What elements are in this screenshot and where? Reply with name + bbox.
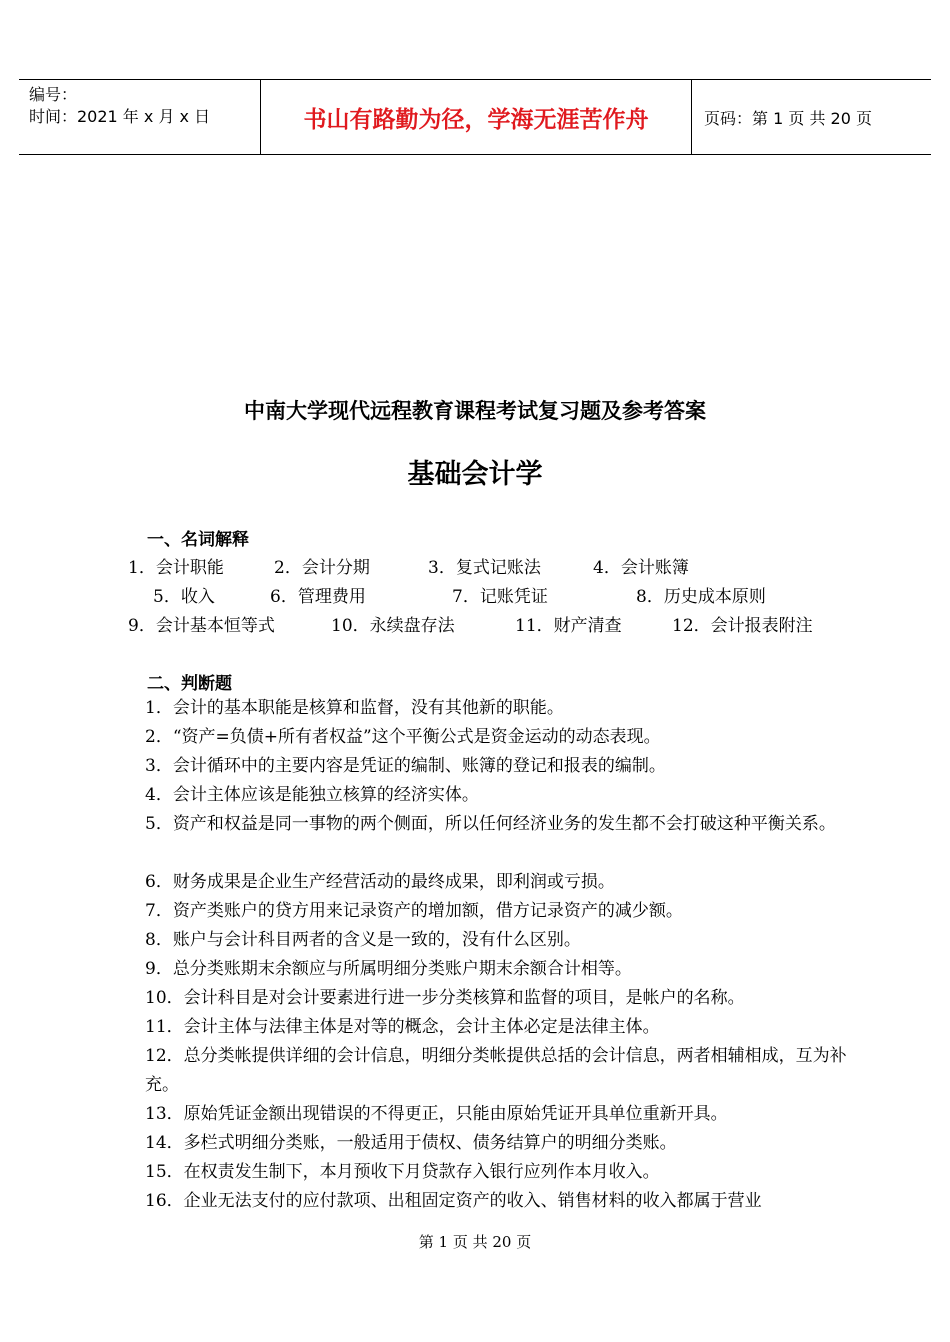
term-item: 2．会计分期 (274, 558, 370, 578)
document-title: 中南大学现代远程教育课程考试复习题及参考答案 (244, 399, 706, 423)
term-item: 5．收入 (153, 587, 215, 607)
question-item: 13．原始凭证金额出现错误的不得更正，只能由原始凭证开具单位重新开具。 (145, 1104, 728, 1124)
question-item: 6．财务成果是企业生产经营活动的最终成果，即利润或亏损。 (145, 872, 615, 892)
question-item: 8．账户与会计科目两者的含义是一致的，没有什么区别。 (145, 930, 581, 950)
header-motto-cell (261, 80, 692, 155)
term-item: 4．会计账簿 (593, 558, 689, 578)
motto: 书山有路勤为径，学海无涯苦作舟 (303, 106, 649, 133)
question-item: 7．资产类账户的贷方用来记录资产的增加额，借方记录资产的减少额。 (145, 901, 683, 921)
header-table (19, 79, 931, 155)
page-footer: 第 1 页 共 20 页 (418, 1233, 532, 1251)
time-label: 时间：2021 年 x 月 x 日 (29, 107, 211, 126)
document-subject: 基础会计学 (407, 459, 543, 490)
term-item: 6．管理费用 (270, 587, 366, 607)
question-item: 1．会计的基本职能是核算和监督，没有其他新的职能。 (145, 698, 564, 718)
question-item: 9．总分类账期末余额应与所属明细分类账户期末余额合计相等。 (145, 959, 632, 979)
question-item: 14．多栏式明细分类账，一般适用于债权、债务结算户的明细分类账。 (145, 1133, 677, 1153)
question-item: 15．在权责发生制下，本月预收下月贷款存入银行应列作本月收入。 (145, 1162, 660, 1182)
question-item: 10．会计科目是对会计要素进行进一步分类核算和监督的项目，是帐户的名称。 (145, 988, 745, 1008)
section-heading-judgement: 二、判断题 (147, 674, 232, 694)
term-item: 7．记账凭证 (452, 587, 548, 607)
number-label: 编号： (29, 85, 78, 104)
question-item: 2．“资产=负债+所有者权益”这个平衡公式是资金运动的动态表现。 (145, 727, 661, 747)
page-info: 页码：第 1 页 共 20 页 (704, 108, 872, 128)
question-item: 16．企业无法支付的应付款项、出租固定资产的收入、销售材料的收入都属于营业 (145, 1191, 762, 1211)
question-item: 4．会计主体应该是能独立核算的经济实体。 (145, 785, 479, 805)
term-item: 11．财产清查 (515, 616, 622, 636)
term-item: 1．会计职能 (128, 558, 224, 578)
question-item: 3．会计循环中的主要内容是凭证的编制、账簿的登记和报表的编制。 (145, 756, 666, 776)
header-meta-cell (19, 80, 261, 155)
question-item: 5．资产和权益是同一事物的两个侧面，所以任何经济业务的发生都不会打破这种平衡关系。 (145, 814, 836, 834)
term-item: 12．会计报表附注 (672, 616, 813, 636)
header-page-cell (692, 80, 932, 155)
term-item: 8．历史成本原则 (636, 587, 766, 607)
term-item: 3．复式记账法 (428, 558, 541, 578)
question-item: 12．总分类帐提供详细的会计信息，明细分类帐提供总括的会计信息，两者相辅相成，互为补充。 (145, 1046, 847, 1095)
question-item: 11．会计主体与法律主体是对等的概念，会计主体必定是法律主体。 (145, 1017, 660, 1037)
term-item: 10．永续盘存法 (331, 616, 455, 636)
term-item: 9．会计基本恒等式 (128, 616, 275, 636)
section-heading-terms: 一、名词解释 (147, 530, 249, 550)
